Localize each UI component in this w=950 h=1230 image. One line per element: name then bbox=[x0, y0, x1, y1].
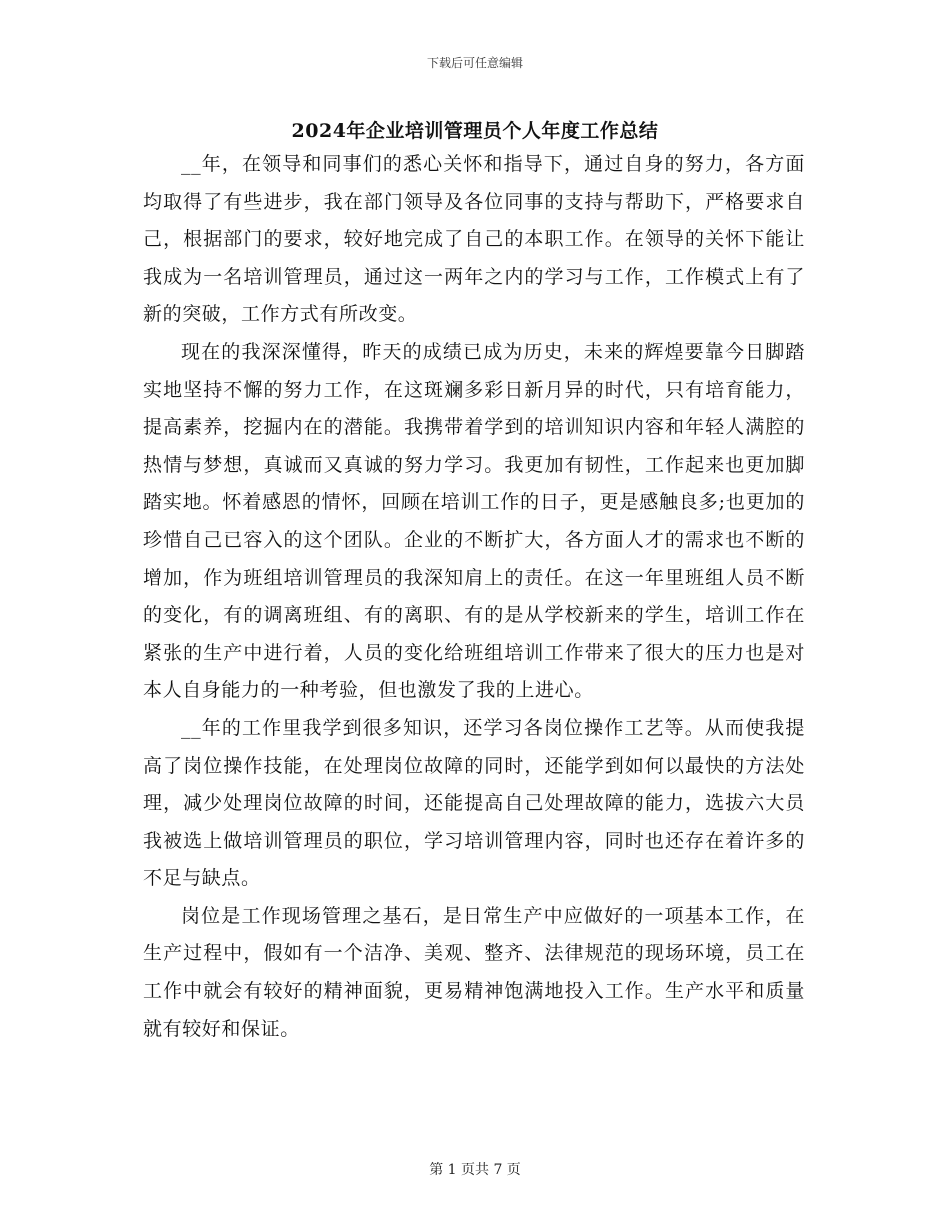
paragraph: __年，在领导和同事们的悉心关怀和指导下，通过自身的努力，各方面均取得了有些进步，我在部门领导及各位同事的支持与帮助下，严格要求自己，根据部门的要求，较好地完成了自己的本职工作。在领导的关怀下能让我成为一名培训管理员，通过这一两年之内的学习与工作，工作模式上有了新的突破，工作方式有所改变。 bbox=[143, 153, 805, 326]
paragraph: __年的工作里我学到很多知识，还学习各岗位操作工艺等。从而使我提高了岗位操作技能，在处理岗位故障的同时，还能学到如何以最快的方法处理，减少处理岗位故障的时间，还能提高自己处理故障的能力，选拔六大员我被选上做培训管理员的职位，学习培训管理内容，同时也还存在着许多的不足与缺点。 bbox=[143, 716, 805, 890]
paragraph: 岗位是工作现场管理之基石，是日常生产中应做好的一项基本工作，在生产过程中，假如有一个洁净、美观、整齐、法律规范的现场环境，员工在工作中就会有较好的精神面貌，更易精神饱满地投入工作。生产水平和质量就有较好和保证。 bbox=[143, 904, 805, 1040]
document-body bbox=[143, 146, 805, 1048]
paragraph: 现在的我深深懂得，昨天的成绩已成为历史，未来的辉煌要靠今日脚踏实地坚持不懈的努力工作，在这斑斓多彩日新月异的时代，只有培育能力，提高素养，挖掘内在的潜能。我携带着学到的培训知识内容和年轻人满腔的热情与梦想，真诚而又真诚的努力学习。我更加有韧性，工作起来也更加脚踏实地。怀着感恩的情怀，回顾在培训工作的日子，更是感触良多;也更加的珍惜自己已容入的这个团队。企业的不断扩大，各方面人才的需求也不断的增加，作为班组培训管理员的我深知肩上的责任。在这一年里班组人员不断的变化，有的调离班组、有的离职、有的是从学校新来的学生，培训工作在紧张的生产中进行着，人员的变化给班组培训工作带来了很大的压力也是对本人自身能力的一种考验，但也激发了我的上进心。 bbox=[143, 340, 805, 702]
page-number: 第 1 页共 7 页 bbox=[429, 1162, 521, 1178]
document-title: 2024年企业培训管理员个人年度工作总结 bbox=[291, 120, 659, 142]
header-note: 下载后可任意编辑 bbox=[426, 56, 523, 70]
